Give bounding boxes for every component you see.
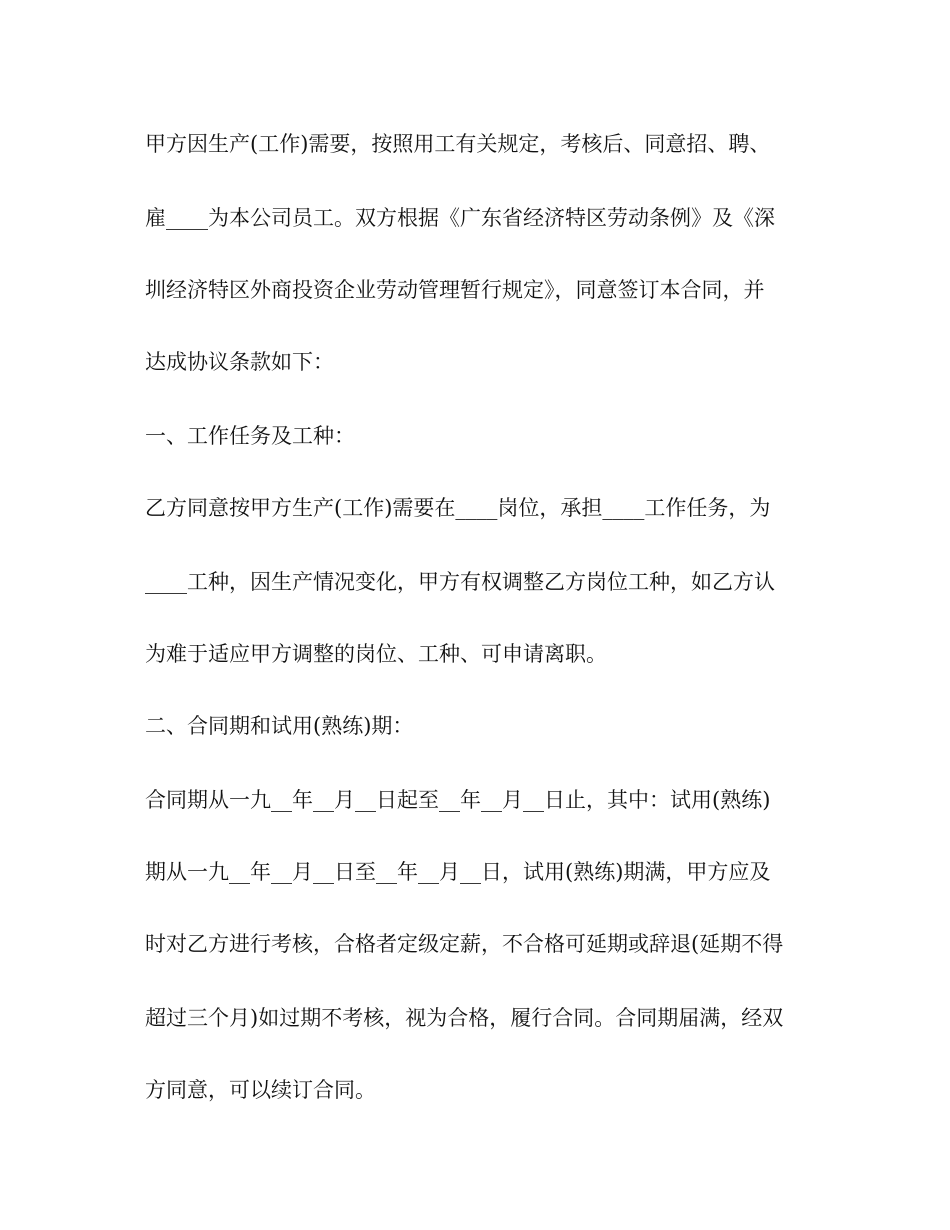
section-2-line-2: 期从一九__年__月__日至__年__月__日，试用(熟练)期满，甲方应及: [145, 860, 771, 884]
paragraph-intro-line-2: 雇____为本公司员工。双方根据《广东省经济特区劳动条例》及《深: [145, 206, 775, 230]
section-2-line-4: 超过三个月)如过期不考核，视为合格，履行合同。合同期届满，经双: [145, 1006, 784, 1030]
section-1-line-3: 为难于适应甲方调整的岗位、工种、可申请离职。: [145, 642, 607, 666]
section-heading-2: 二、合同期和试用(熟练)期：: [145, 714, 414, 738]
section-1-line-2: ____工种，因生产情况变化，甲方有权调整乙方岗位工种，如乙方认: [145, 570, 775, 594]
paragraph-intro-line-3: 圳经济特区外商投资企业劳动管理暂行规定》，同意签订本合同，并: [145, 278, 765, 302]
section-2-line-5: 方同意，可以续订合同。: [145, 1078, 376, 1102]
section-2-line-1: 合同期从一九__年__月__日起至__年__月__日止，其中：试用(熟练): [145, 788, 771, 812]
section-heading-1: 一、工作任务及工种：: [145, 424, 355, 448]
paragraph-intro-line-1: 甲方因生产(工作)需要，按照用工有关规定，考核后、同意招、聘、: [145, 132, 771, 156]
section-2-line-3: 时对乙方进行考核，合格者定级定薪，不合格可延期或辞退(延期不得: [145, 932, 784, 956]
section-1-line-1: 乙方同意按甲方生产(工作)需要在____岗位，承担____工作任务，为: [145, 496, 771, 520]
paragraph-intro-line-4: 达成协议条款如下：: [145, 350, 334, 374]
